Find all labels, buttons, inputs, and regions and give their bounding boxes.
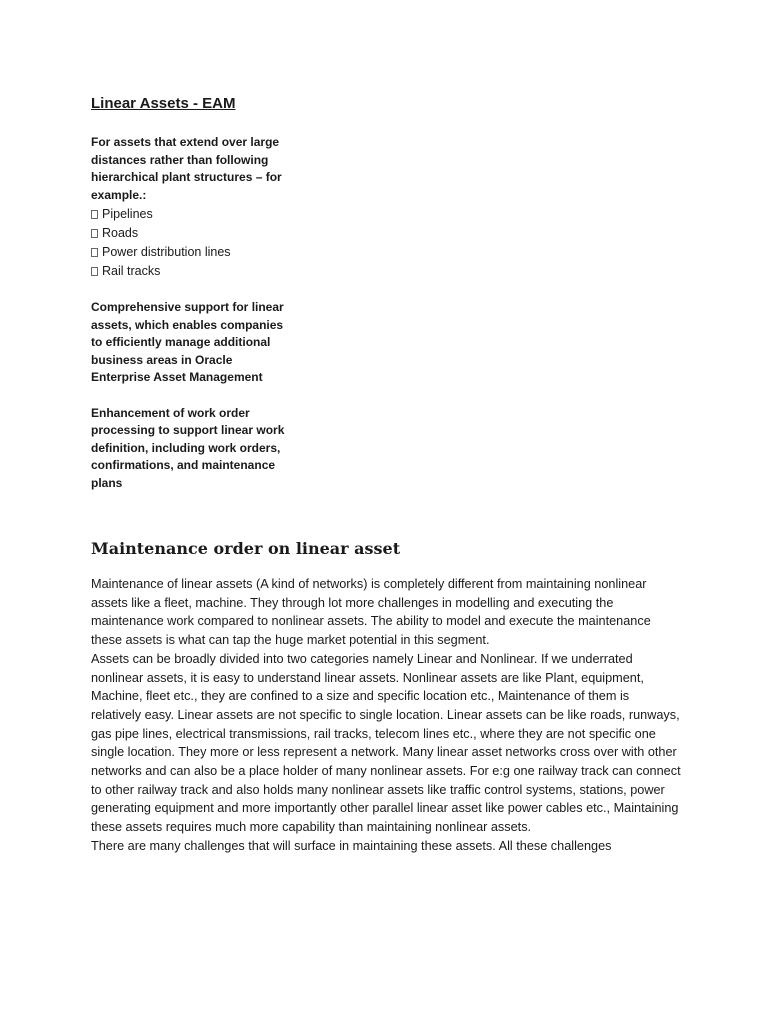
body-paragraph: Assets can be broadly divided into two categories namely Linear and Nonlinear. If we underrated nonlinear assets, it is easy to understand linear assets. Nonlinear assets are like Plant, equipment, Machine, fleet etc., they are confined to a size and specific location etc., Maintenance of them is relatively easy. Linear assets are not specific to single location. Linear assets can be like roads, runways, gas pipe lines, electrical transmissions, rail tracks, telecom lines etc., where they are not specific one single location. They more or less represent a network. Many linear asset networks cross over with other networks and can also be a place holder of many nonlinear assets. For e:g one railway track can connect to other railway track and also holds many nonlinear assets like traffic control systems, stations, power generating equipment and more importantly other parallel linear asset like power cables etc., Maintaining these assets requires much more capability than maintaining nonlinear assets. [91, 651, 681, 835]
enhancement-paragraph: Enhancement of work order processing to support linear work definition, including work orders, confirmations, and maintenance plans [91, 405, 285, 490]
list-item-label: Power distribution lines [102, 245, 231, 259]
examples-list [91, 205, 291, 281]
section-heading: Maintenance order on linear asset [91, 539, 401, 558]
main-content [91, 538, 681, 856]
list-item [91, 205, 291, 224]
list-item-label: Pipelines [102, 207, 153, 221]
bullet-box-icon [91, 248, 98, 257]
list-item [91, 262, 291, 281]
document-title: Linear Assets - EAM [91, 95, 236, 112]
body-paragraph: There are many challenges that will surface in maintaining these assets. All these challenges [91, 838, 612, 853]
list-item [91, 243, 291, 262]
list-item [91, 224, 291, 243]
summary-column [91, 94, 291, 492]
bullet-box-icon [91, 267, 98, 276]
bullet-box-icon [91, 210, 98, 219]
list-item-label: Roads [102, 226, 139, 240]
list-item-label: Rail tracks [102, 264, 161, 278]
bullet-box-icon [91, 229, 98, 238]
support-paragraph: Comprehensive support for linear assets, which enables companies to efficiently manage additional business areas in Oracle Enterprise Asset Management [91, 300, 284, 384]
body-paragraph: Maintenance of linear assets (A kind of networks) is completely different from maintaining nonlinear assets like a fleet, machine. They through lot more challenges in modelling and executing the maintenance work compared to nonlinear assets. The ability to model and execute the maintenance these assets is what can tap the huge market potential in this segment. [91, 577, 651, 648]
intro-paragraph: For assets that extend over large distances rather than following hierarchical plant structures – for example.: [91, 135, 282, 202]
